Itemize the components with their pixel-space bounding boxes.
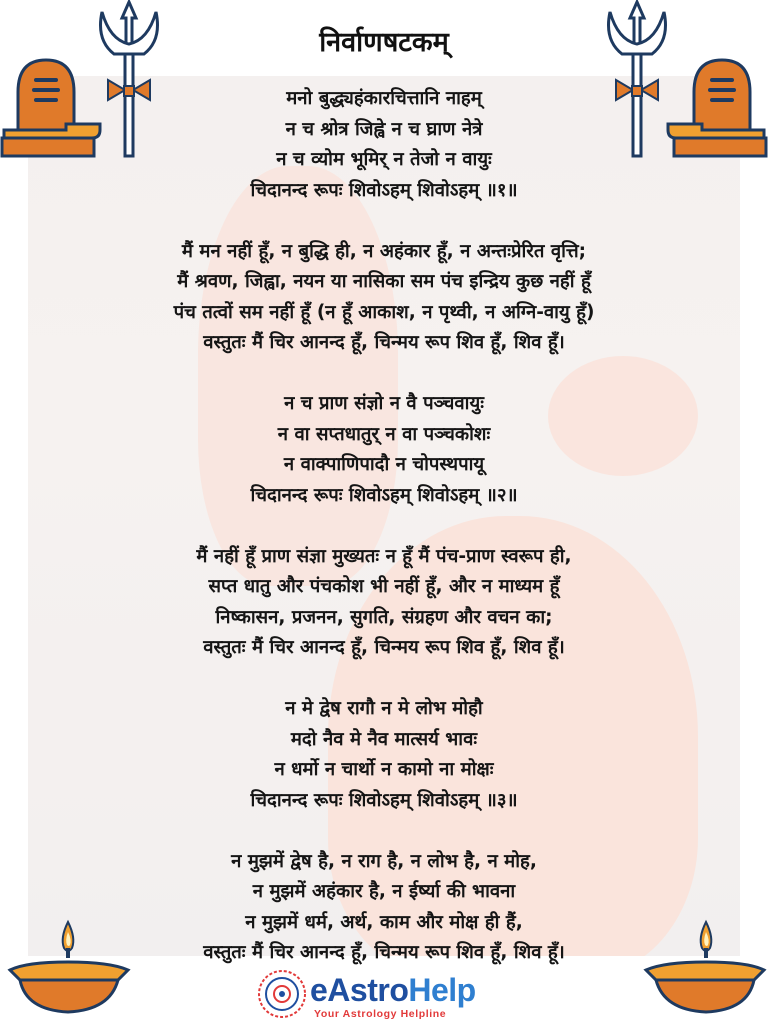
stanza-6 xyxy=(28,847,740,969)
verse-line: चिदानन्द रूपः शिवोऽहम् शिवोऽहम् ॥२॥ xyxy=(250,484,518,506)
brand-name-help: Help xyxy=(408,972,476,1008)
verse-line: पंच तत्वों सम नहीं हूँ (न हूँ आकाश, न पृथ्वी, न अग्नि-वायु हूँ) xyxy=(173,301,595,323)
diya-icon xyxy=(640,918,768,1018)
verse-line: वस्तुतः मैं चिर आनन्द हूँ, चिन्मय रूप शिव हूँ, शिव हूँ। xyxy=(203,942,565,963)
verse-line: निष्कासन, प्रजनन, सुगति, संग्रहण और वचन का; xyxy=(215,606,553,628)
stanza-4 xyxy=(28,542,740,664)
verse-line: न वा सप्तधातुर् न वा पञ्चकोशः xyxy=(277,423,491,445)
page-title: निर्वाणषटकम् xyxy=(319,27,449,58)
verse-line: वस्तुतः मैं चिर आनन्द हूँ, चिन्मय रूप शिव हूँ, शिव हूँ। xyxy=(203,637,565,658)
verse-line: न च श्रोत्र जिह्वे न च घ्राण नेत्रे xyxy=(285,118,483,140)
verse-line: न च प्राण संज्ञो न वै पञ्चवायुः xyxy=(284,393,484,414)
verse-line: चिदानन्द रूपः शिवोऽहम् शिवोऽहम् ॥१॥ xyxy=(250,179,518,201)
verse-line: न मुझमें धर्म, अर्थ, काम और मोक्ष ही हैं, xyxy=(245,911,523,933)
eastrohelp-logo-icon xyxy=(256,968,308,1020)
verse-line: मैं नहीं हूँ प्राण संज्ञा मुख्यतः न हूँ मैं पंच-प्राण स्वरूप ही, xyxy=(196,545,572,567)
verse-line: न मे द्वेष रागौ न मे लोभ मोहौ xyxy=(285,698,483,719)
brand-name xyxy=(310,972,476,1009)
brand-name-astro: Astro xyxy=(327,972,409,1008)
verse-line: न मुझमें अहंकार है, न ईर्ष्या की भावना xyxy=(252,881,516,902)
verse-content xyxy=(28,84,740,999)
verse-line: मनो बुद्ध्यहंकारचित्तानि नाहम् xyxy=(286,88,482,109)
verse-line: मदो नैव मे नैव मात्सर्य भावः xyxy=(290,728,478,750)
stanza-3 xyxy=(28,389,740,511)
verse-line: वस्तुतः मैं चिर आनन्द हूँ, चिन्मय रूप शिव हूँ, शिव हूँ। xyxy=(203,332,565,353)
brand-name-e: e xyxy=(310,972,328,1008)
brand-logo[interactable] xyxy=(256,966,516,1020)
verse-line: मैं मन नहीं हूँ, न बुद्धि ही, न अहंकार हूँ, न अन्तःप्रेरित वृत्ति; xyxy=(181,240,587,262)
verse-line: चिदानन्द रूपः शिवोऽहम् शिवोऽहम् ॥३॥ xyxy=(250,789,518,811)
stanza-2 xyxy=(28,237,740,359)
stanza-1 xyxy=(28,84,740,206)
stanza-5 xyxy=(28,694,740,816)
brand-tagline: Your Astrology Helpline xyxy=(314,1008,447,1020)
verse-line: न च व्योम भूमिर् न तेजो न वायुः xyxy=(276,149,492,170)
verse-line: न धर्मो न चार्थो न कामो ना मोक्षः xyxy=(274,759,494,780)
diya-icon xyxy=(6,918,134,1018)
verse-line: न वाक्पाणिपादौ न चोपस्थपायू xyxy=(283,454,485,475)
verse-line: सप्त धातु और पंचकोश भी नहीं हूँ, और न माध्यम हूँ xyxy=(208,576,560,597)
verse-line: मैं श्रवण, जिह्वा, नयन या नासिका सम पंच इन्द्रिय कुछ नहीं हूँ xyxy=(177,271,591,292)
verse-line: न मुझमें द्वेष है, न राग है, न लोभ है, न मोह, xyxy=(231,850,537,872)
